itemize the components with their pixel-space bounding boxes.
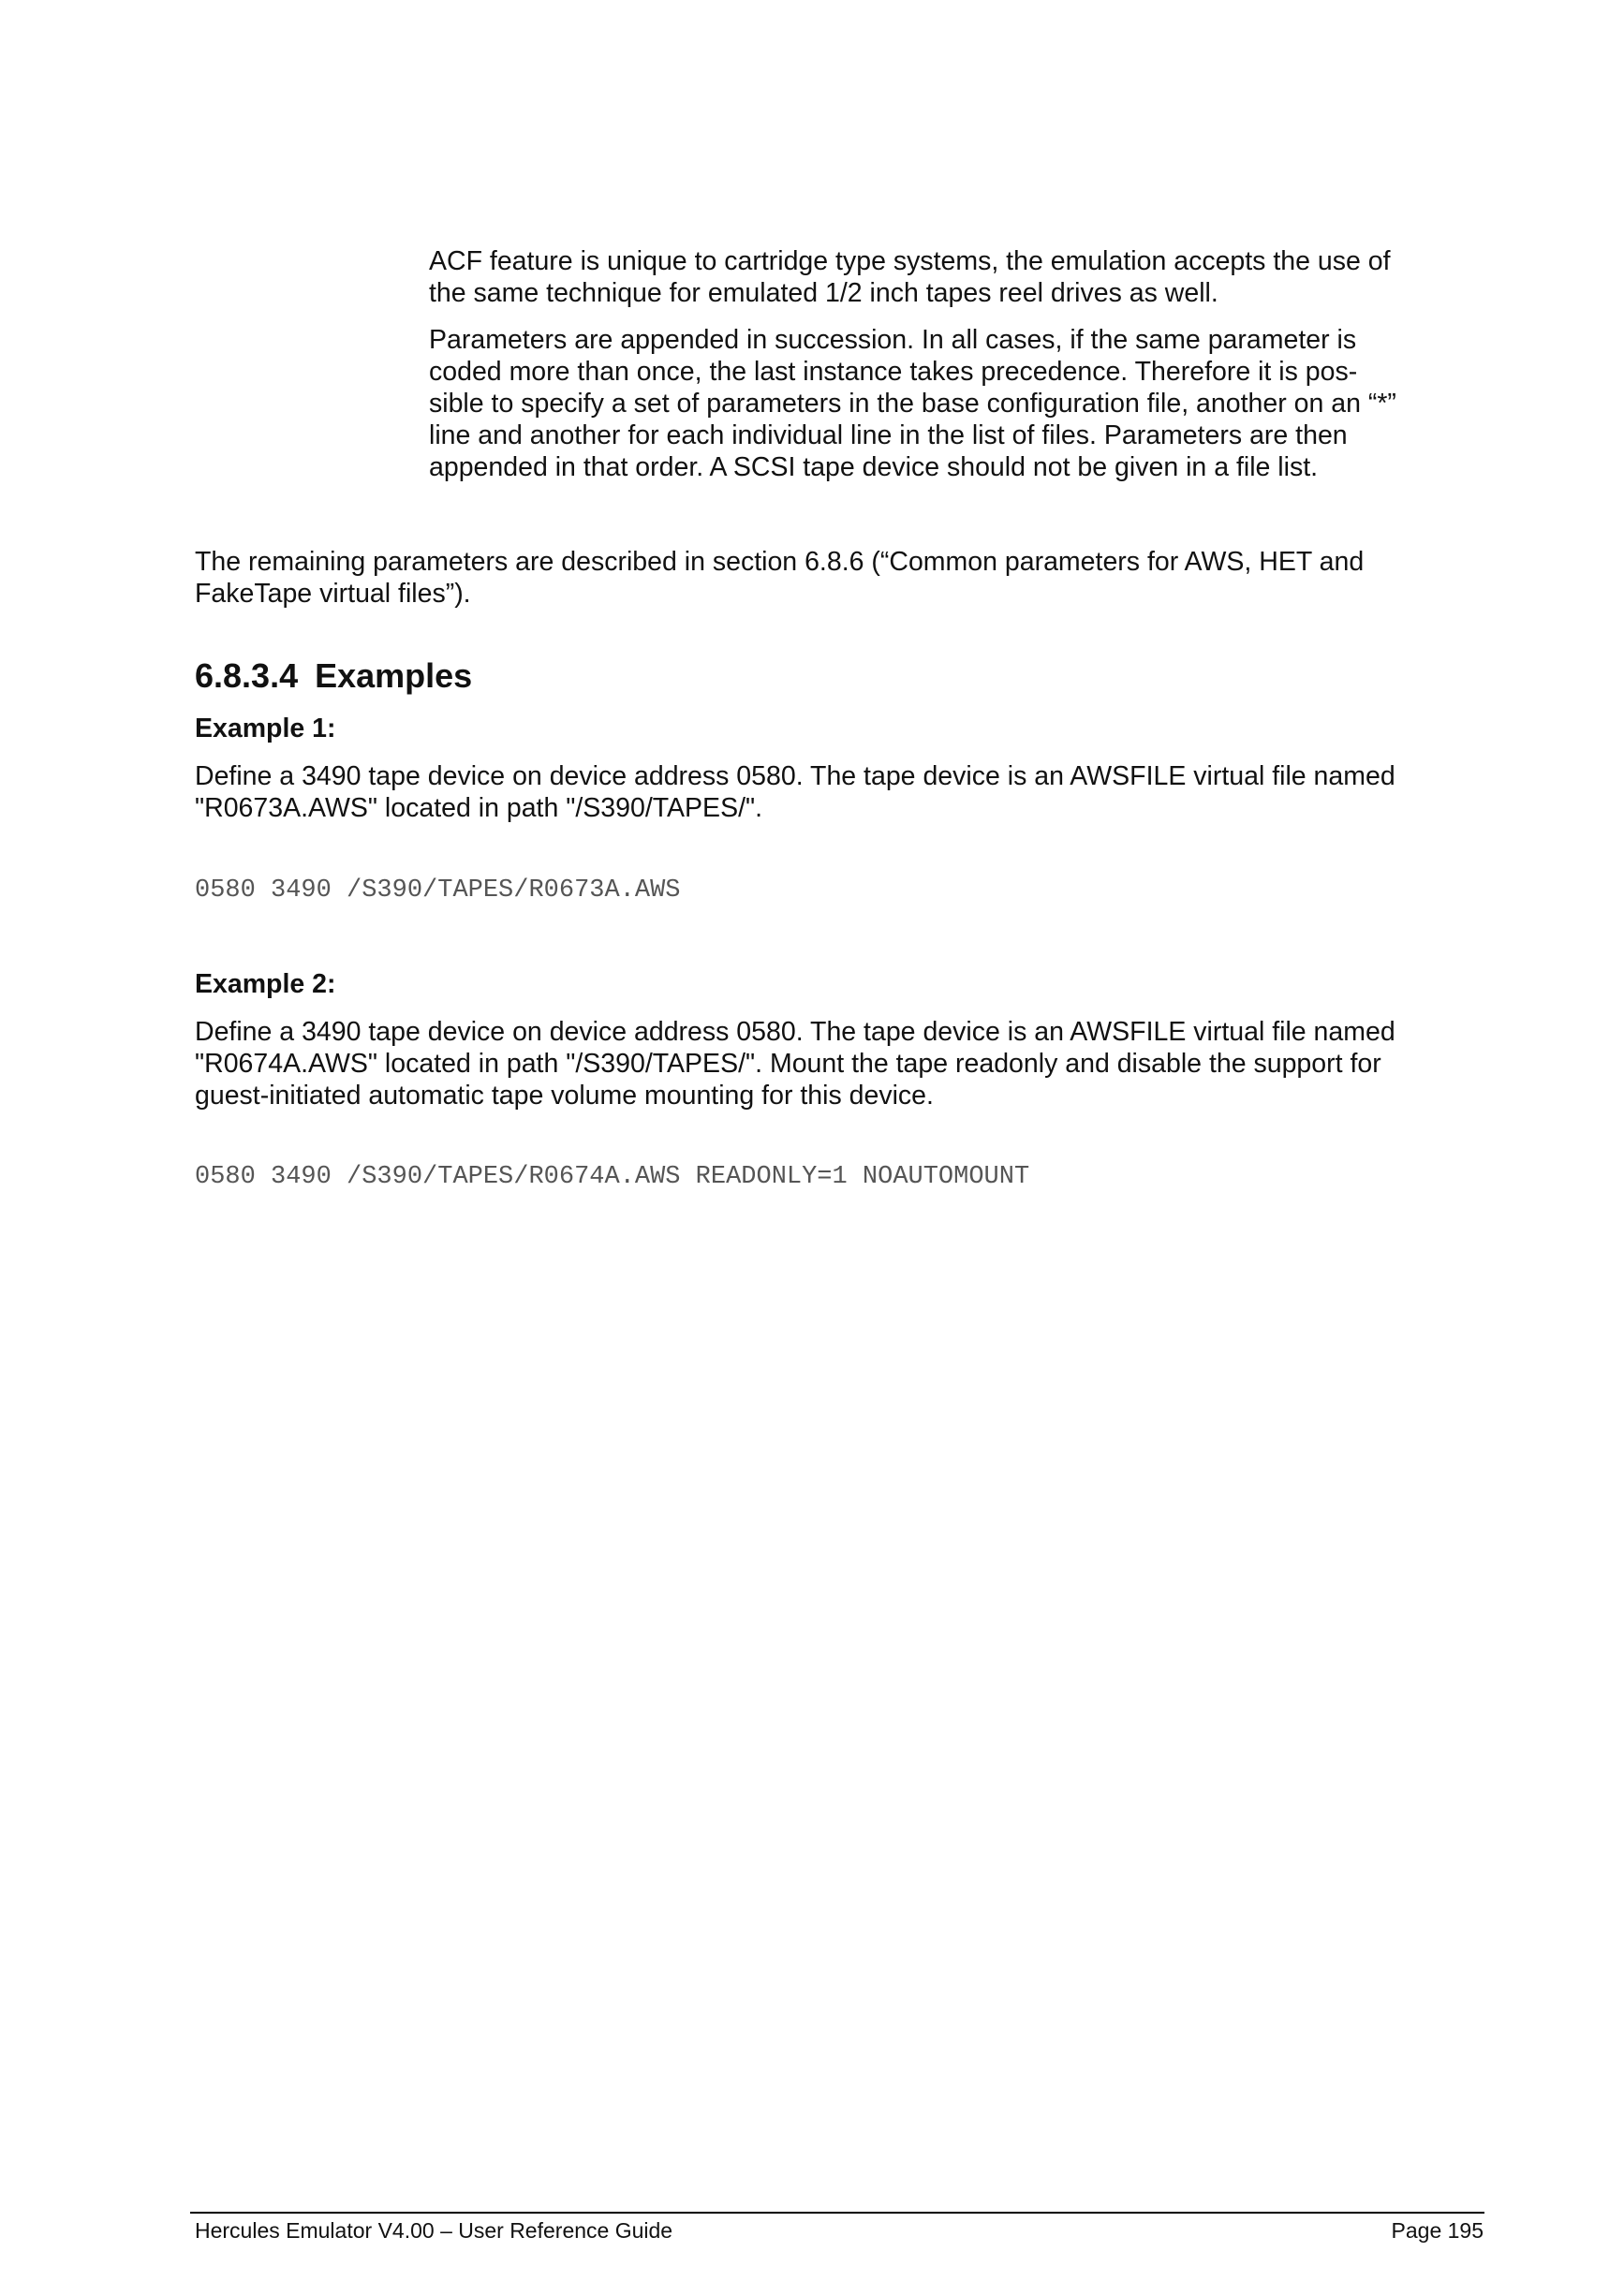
example-2-label: Example 2: (195, 969, 336, 999)
example-2-code: 0580 3490 /S390/TAPES/R0674A.AWS READONLY=1 NOAUTOMOUNT (195, 1163, 1030, 1191)
text-line: appended in that order. A SCSI tape device should not be given in a file list. (429, 452, 1319, 482)
section-heading (195, 655, 472, 697)
text-line: guest-initiated automatic tape volume mounting for this device. (195, 1081, 934, 1111)
footer-page-number: Page 195 (1391, 2218, 1484, 2243)
text-line: The remaining parameters are described in section 6.8.6 (“Common parameters for AWS, HET and (195, 547, 1365, 577)
text-line: coded more than once, the last instance takes precedence. Therefore it is pos- (429, 357, 1358, 387)
footer-divider (190, 2212, 1484, 2214)
section-number: 6.8.3.4 (195, 656, 299, 695)
text-line: Define a 3490 tape device on device address 0580. The tape device is an AWSFILE virtual file named (195, 761, 1395, 791)
text-line: "R0673A.AWS" located in path "/S390/TAPES/". (195, 793, 763, 823)
footer-document-title: Hercules Emulator V4.00 – User Reference Guide (195, 2218, 673, 2243)
text-line: ACF feature is unique to cartridge type systems, the emulation accepts the use of (429, 246, 1391, 276)
text-line: FakeTape virtual files”). (195, 579, 471, 609)
example-2-description (195, 1016, 1450, 1111)
text-line: sible to specify a set of parameters in the base configuration file, another on an “*” (429, 389, 1396, 419)
example-1-code: 0580 3490 /S390/TAPES/R0673A.AWS (195, 876, 681, 905)
example-1-label: Example 1: (195, 714, 336, 743)
text-line: the same technique for emulated 1/2 inch tapes reel drives as well. (429, 278, 1218, 308)
intro-paragraph-1 (429, 245, 1450, 309)
example-1-description (195, 760, 1450, 824)
text-line: line and another for each individual line in the list of files. Parameters are then (429, 420, 1348, 450)
text-line: Define a 3490 tape device on device address 0580. The tape device is an AWSFILE virtual file named (195, 1017, 1395, 1047)
intro-paragraph-2 (429, 324, 1450, 483)
text-line: "R0674A.AWS" located in path "/S390/TAPES/". Mount the tape readonly and disable the support for (195, 1049, 1381, 1079)
section-title: Examples (315, 656, 473, 695)
text-line: Parameters are appended in succession. In all cases, if the same parameter is (429, 325, 1357, 355)
remaining-parameters-paragraph (195, 546, 1450, 610)
